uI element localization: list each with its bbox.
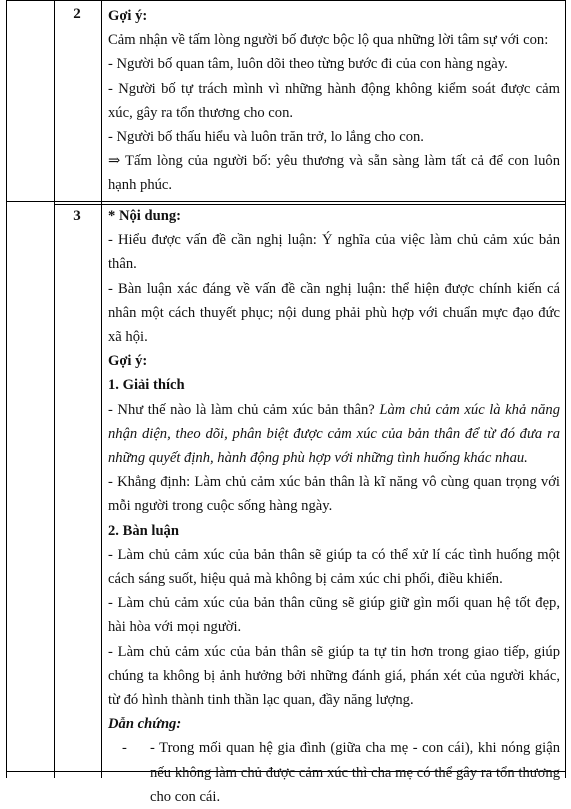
bullet-dash: - [122,740,127,757]
row-2-line: - Người bố tự trách mình vì những hành động không kiểm soát được cảm xúc, gây ra tổn thương cho con. [108,80,560,121]
row-2-line: - Người bố quan tâm, luôn dõi theo từng bước đi của con hàng ngày. [108,56,508,73]
table-border-left [6,0,7,778]
section-1-affirmation: - Khẳng định: Làm chủ cảm xúc bản thân là kĩ năng vô cùng quan trọng với mỗi người trong cuộc sống hàng ngày. [108,474,560,515]
section-2-line: - Làm chủ cảm xúc của bản thân cũng sẽ giúp giữ gìn mối quan hệ tốt đẹp, hài hòa với mọi người. [108,595,560,636]
row-number-2: 2 [73,6,81,22]
content-line: - Bàn luận xác đáng về vấn đề cần nghị luận: thể hiện được chính kiến cá nhân một cách thuyết phục; nội dung phải phù hợp với chuẩn mực đạo đức xã hội. [108,280,560,346]
evidence-item-text: - Trong mối quan hệ gia đình (giữa cha mẹ - con cái), khi nóng giận nếu không làm chủ được cảm xúc thì cha mẹ có thể gây ra tổn thương cho con cái. [150,740,560,805]
section-1-title: 1. Giải thích [108,377,185,394]
section-1-question: - Như thế nào là làm chủ cảm xúc bản thân? [108,401,380,418]
evidence-item [108,736,560,809]
section-2-title: 2. Bàn luận [108,522,179,539]
table-border-right [565,0,566,778]
table-border-col2 [101,0,102,778]
content-line: - Hiểu được vấn đề cần nghị luận: Ý nghĩa của việc làm chủ cảm xúc bản thân. [108,232,560,273]
hint-heading: Gợi ý: [108,8,148,24]
row-divider [6,201,566,202]
section-1-definition [108,398,560,471]
row-number-3: 3 [73,208,81,224]
row-2-line: ⇒ Tấm lòng của người bố: yêu thương và sẵn sàng làm tất cả để con luôn hạnh phúc. [108,153,560,194]
evidence-heading: Dẫn chứng: [108,716,182,733]
section-2-line: - Làm chủ cảm xúc của bản thân sẽ giúp ta có thể xử lí các tình huống một cách sáng suốt, hiệu quả mà không bị cảm xúc chi phối, điều khiển. [108,546,560,588]
section-1-definition-text: Làm chủ cảm xúc là khả năng nhận diện, theo dõi, phân biệt được cảm xúc của bản thân để từ đó đưa ra những quyết định, hành động phù hợp với những tình huống khác nhau. [108,401,560,467]
section-2-line: - Làm chủ cảm xúc của bản thân sẽ giúp ta tự tin hơn trong giao tiếp, giúp chúng ta không bị ảnh hưởng bởi những đánh giá, phán xét của người khác, từ đó hình thành tinh thần lạc quan, đầy năng lượng. [108,643,560,709]
row-2-content [108,4,560,198]
table-border-top [6,0,566,1]
row-2-line: Cảm nhận về tấm lòng người bố được bộc lộ qua những lời tâm sự với con: [108,32,549,49]
content-heading: * Nội dung: [108,208,181,224]
row-2-line: - Người bố thấu hiểu và luôn trăn trở, lo lắng cho con. [108,129,424,146]
table-border-col1 [54,0,55,778]
hint-heading: Gợi ý: [108,353,148,370]
row-3-content [108,204,560,809]
